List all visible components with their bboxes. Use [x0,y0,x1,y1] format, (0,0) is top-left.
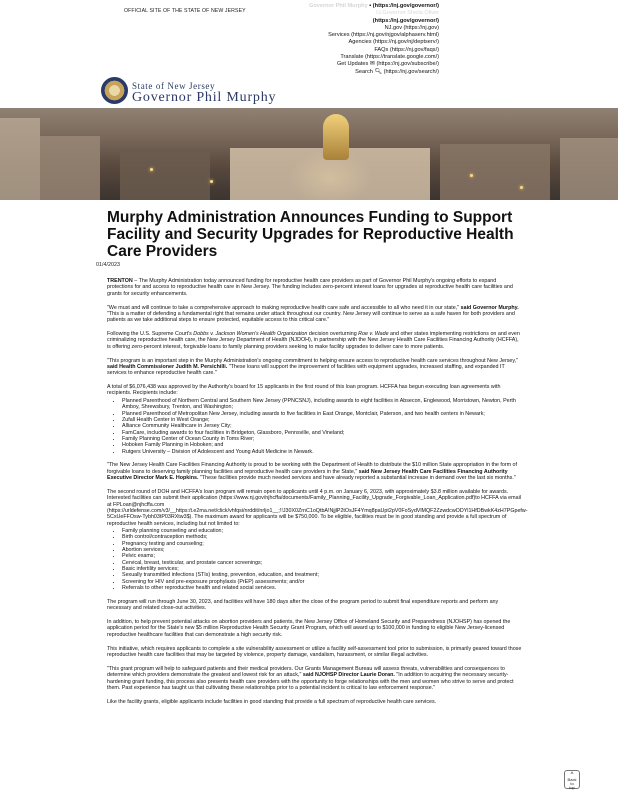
search-icon: 🔍︎ [374,68,383,75]
list-item: • Basic infertility services; [122,566,523,572]
list-item: • Planned Parenthood of Northern Central and Southern New Jersey (PPNCSNJ), including awards to eight facilities in Absecon, Englewood, Morristown, Newton, Perth Amboy, Shrewsbury, Trenton, and Washington; [122,398,523,411]
brand-governor-line: Governor Phil Murphy [132,90,277,105]
brand-state-line: State of New Jersey [132,81,216,91]
list-item: • Referrals to other reproductive health and related social services. [122,585,523,591]
paragraph-eligibility: Like the facility grants, eligible applicants include facilities in good standing that provide a full spectrum of reproductive health care services. [107,698,437,705]
article-body [107,278,528,713]
nav-link-services[interactable]: Services (https://nj.gov/njgov/alphaserv.html) [328,32,439,39]
paragraph-program-period: The program will run through June 30, 2023, and facilities will have 180 days after the close of the program period to submit final expenditure reports and perform any necessary and related close-out activities. [107,598,499,612]
list-item: • Family planning counseling and education; [122,528,523,534]
list-item: • Pregnancy testing and counseling; [122,541,523,547]
paragraph-dobbs: Following the U.S. Supreme Court's Dobbs v. Jackson Women's Health Organization decision overturning Roe v. Wade and other states implementing restrictions on and even criminalizing reproductive health care, the New Jersey Department of Health (NJDOH), in partnership with the New Jersey Health Care Facilities Financing Authority (HCFFA), is offering zero-percent interest, forgivable loans to family planning providers seeking to make facility upgrades to deliver care to more patients. [107,331,520,350]
official-site-label: OFFICIAL SITE OF THE STATE OF NEW JERSEY [124,8,246,14]
paragraph-governor-quote: "We must and will continue to take a comprehensive approach to making reproductive health care safe and accessible to all who need it in our state," said Governor Murphy. "This is a matter of defending a fundamental right that remains under attack throughout our country. New Jersey will continue to serve as a safe haven for both providers and patients as we take additional steps to ensure protected, equitable access to this critical care." [107,304,519,324]
list-item: • Abortion services; [122,547,523,553]
nav-link-faqs[interactable]: FAQs (https://nj.gov/faqs/) [374,46,439,53]
paragraph-security-grant: In addition, to help prevent potential attacks on abortion providers and patients, the New Jersey Office of Homeland Security and Preparedness (NJOHSP) has opened the application period for the State's new $5 million Reproductive Health Security Grant Program, which will award up to $100,000 in funding to eligible New Jersey-licensed reproductive healthcare facilities that can demonstrate a high security risk. [107,619,511,638]
paragraph-intro: TRENTON – The Murphy Administration today announced funding for reproductive health care providers as part of Governor Phil Murphy's ongoing efforts to expand protections for and access to reproductive health care in New Jersey. The funding includes zero-percent interest loans for upgrades at reproductive health care facilities and grants for security enhancements. [107,278,513,297]
governor-link[interactable]: Governor Phil Murphy • (https://nj.gov/governor/) [308,3,439,9]
get-updates-link[interactable]: Get Updates ✉ (https://nj.gov/subscribe/) [336,61,439,68]
list-item: • Cervical, breast, testicular, and prostate cancer screenings; [122,560,523,566]
list-item: • Hoboken Family Planning in Hoboken; and [122,442,523,448]
services-list [122,528,523,591]
paragraph-commissioner-quote: "This program is an important step in the Murphy Administration's ongoing commitment to helping ensure access to reproductive health care services throughout New Jersey," said Health Commissioner Judith M. Persichilli. "These loans will support the improvement of facilities with equipment upgrades, increased staffing, and expanded IT services to enhance reproductive health care." [107,357,519,377]
list-item: • Alliance Community Healthcare in Jersey City; [122,423,523,429]
capitol-dome [323,114,349,160]
nav-link-translate[interactable]: Translate (https://translate.google.com/) [340,54,439,61]
utility-links [309,3,439,76]
search-link[interactable]: Search 🔍︎ (https://nj.gov/search/) [355,68,439,75]
list-item: • Birth control/contraception methods; [122,534,523,540]
article-date: 01/4/2023 [96,262,120,268]
nav-link-njgov[interactable]: NJ.gov (https://nj.gov) [384,24,439,31]
list-item: • Zufall Health Center in West Orange; [122,417,523,423]
list-item: • Pelvic exams; [122,553,523,559]
hero-banner-image [0,108,618,200]
paragraph-second-round: The second round of DOH and HCFFA's loan program will remain open to applicants until 4 p.m. on January 6, 2023, with approximately $3.8 million available for awards. Interested facilities can submit their application (https://www.nj.gov/njhcffa/documents/Family_Planning_Facility_Upgrade_Forgivable_Loan_Application.pdf)to HCFFA via email at FPLoan@njhcffa.com (https://urldefense.com/v3/__https:/t.e2ma.net/click/vhfqsi/nrddit/nrljo1__;!!J30X0ZrnC1oQtbA!NjjlP2tOsJF4Ymq8paUpt2pV0FoSydVlMQF2ZzwdcwODYl1HfDBwkK4zH7PGpefw-5CxUeFFOsw-Tybh03tP03RXtw3$). The maximum award for applicants will be $750,000. To be eligible, facilities must be in good standing and provide a full spectrum of reproductive health services, including but not limited to: [107,488,528,527]
top-utility-bar [0,0,618,78]
article-title: Murphy Administration Announces Funding to Support Facility and Security Upgrades for Reproductive Health Care Providers [107,209,514,261]
lt-governor-link[interactable]: Lt.Governor Sheila Oliver [376,10,439,17]
list-item: • Planned Parenthood of Metropolitan New Jersey, including awards to five facilities in East Orange, Montclair, Paterson, and two health centers in Newark; [122,411,523,417]
list-item: • Rutgers University – Division of Adolescent and Young Adult Medicine in Newark. [122,449,523,455]
envelope-icon: ✉ [369,61,375,68]
paragraph-hcffa-quote: "The New Jersey Health Care Facilities Financing Authority is proud to be working with the Department of Health to distribute the $10 million State appropriation in the form of forgivable loans to deserving family planning facilities and reproductive health care providers in the State," said New Jersey Health Care Facilities Financing Authority Executive Director Mark E. Hopkins. "These facilities provide much needed services and have already reported a substantial increase in demand over the last six months." [107,462,518,482]
list-item: • FamCare, including awards to four facilities in Bridgeton, Glassboro, Pennsville, and Vineland; [122,430,523,436]
list-item: • Sexually transmitted infections (STIs) testing, prevention, education, and treatment; [122,572,523,578]
paragraph-initiative: This initiative, which requires applicants to complete a site vulnerability assessment or utilize a facility self-assessment tool prior to submission, is primarily geared toward those reproductive health care facilities that may be targeted by violence, property damage, vandalism, harassment, or similar illegal activities. [107,645,522,658]
recipients-list [122,398,523,455]
arrow-up-icon: ^ [570,772,574,778]
lt-governor-url[interactable]: (https://nj.gov/governor/) [372,17,439,24]
state-seal-icon [101,77,128,104]
paragraph-njohsp-quote: "This grant program will help to safeguard patients and their medical providers. Our Grants Management Bureau will assess threats, vulnerabilities and consequences to determine which providers demonstrate the greatest and lowest risk for an attack," said NJOHSP Director Laurie Doran. "In addition to acquiring the necessary security-hardening grant funding, this process also presents health care providers with the opportunity to forge relationships with the men and women who strive to serve and protect them. Past experience has taught us that cultivating these relationships prior to a potential incident is critical to law enforcement response." [107,665,514,691]
list-item: • Screening for HIV and pre-exposure prophylaxis (PrEP) assessments; and/or [122,579,523,585]
back-to-top-button[interactable]: ^ Back to top [564,770,580,789]
nav-link-agencies[interactable]: Agencies (https://nj.gov/nj/deptserv/) [348,39,439,46]
paragraph-recipients-intro: A total of $6,076,438 was approved by the Authority's board for 15 applicants in the first round of this loan program. HCFFA has begun executing loan agreements with recipients. Recipients include: [107,384,501,397]
list-item: • Family Planning Center of Ocean County in Toms River; [122,436,523,442]
